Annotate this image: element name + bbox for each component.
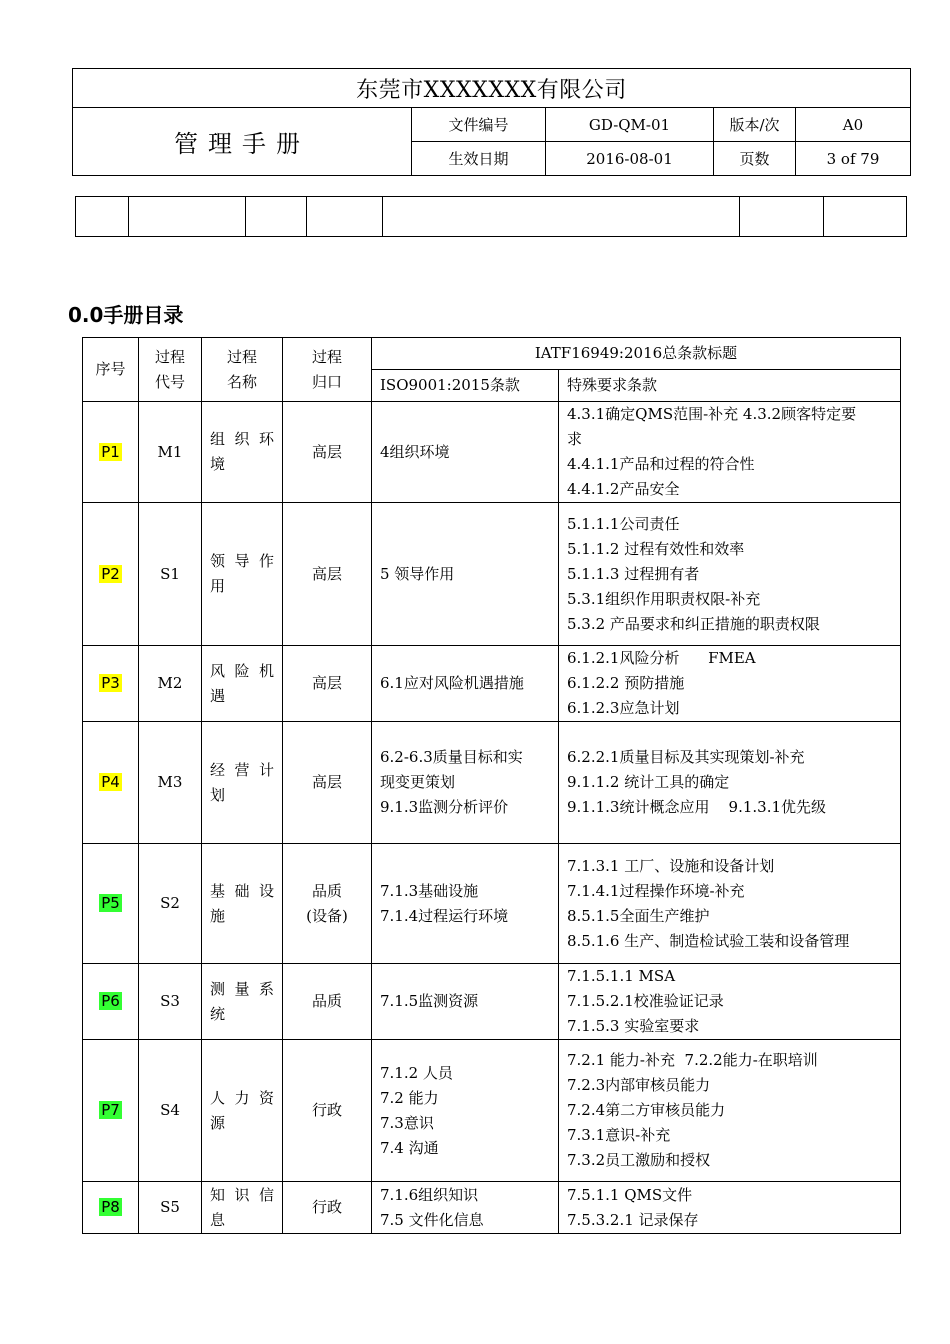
toc-owner xyxy=(283,402,372,503)
proc-name-line: 经 营 计 xyxy=(210,760,274,779)
proc-name-line: 组 织 环 xyxy=(210,430,274,448)
toc-iso-clause xyxy=(372,964,559,1040)
proc-name-line: 遇 xyxy=(210,686,226,705)
iso-line: 7.1.6组织知识 xyxy=(380,1185,479,1204)
revision-strip xyxy=(75,196,907,237)
iso-line: 7.1.4过程运行环境 xyxy=(380,906,509,925)
special-line: 8.5.1.6 生产、制造检试验工装和设备管理 xyxy=(567,931,850,950)
toc-proc-name xyxy=(202,402,283,503)
header-proc-name: 过程 名称 xyxy=(202,338,283,402)
toc-iso-clause xyxy=(372,503,559,646)
owner-line: 高层 xyxy=(311,773,342,791)
special-line: 7.1.5.3 实验室要求 xyxy=(567,1017,700,1035)
special-line: 7.1.5.2.1校准验证记录 xyxy=(567,992,724,1010)
toc-proc-code: M2 xyxy=(139,646,202,722)
toc-seq xyxy=(83,1182,139,1234)
toc-special-clause xyxy=(559,722,901,844)
iso-line: 7.1.3基础设施 xyxy=(380,881,479,900)
special-line: 9.1.1.2 统计工具的确定 xyxy=(567,773,730,791)
toc-row xyxy=(83,402,901,503)
proc-name-line: 施 xyxy=(210,906,226,925)
strip-cell xyxy=(383,197,740,237)
special-line: 5.3.2 产品要求和纠正措施的职责权限 xyxy=(567,614,820,633)
toc-special-clause xyxy=(559,964,901,1040)
proc-name-line: 划 xyxy=(210,785,226,804)
strip-cell xyxy=(129,197,246,237)
iso-line: 现变更策划 xyxy=(380,773,456,791)
owner-line: 高层 xyxy=(311,674,342,692)
toc-proc-code: S4 xyxy=(139,1040,202,1182)
toc-seq xyxy=(83,503,139,646)
toc-special-clause xyxy=(559,1040,901,1182)
toc-owner xyxy=(283,844,372,964)
pages-label: 页数 xyxy=(714,142,796,176)
owner-line: 品质 xyxy=(311,992,342,1010)
toc-owner xyxy=(283,503,372,646)
toc-special-clause xyxy=(559,646,901,722)
toc-proc-name xyxy=(202,1182,283,1234)
toc-iso-clause xyxy=(372,1040,559,1182)
seq-highlight: P2 xyxy=(101,564,120,583)
doc-no-label: 文件编号 xyxy=(412,108,546,142)
doc-no-value: GD-QM-01 xyxy=(546,108,714,142)
toc-proc-code: S3 xyxy=(139,964,202,1040)
iso-line: 7.3意识 xyxy=(380,1113,434,1132)
special-line: 4.4.1.2产品安全 xyxy=(567,480,680,498)
header-iso: ISO9001:2015条款 xyxy=(372,370,559,402)
toc-seq xyxy=(83,1040,139,1182)
special-line: 6.1.2.2 预防措施 xyxy=(567,674,685,692)
special-line: 4.3.1确定QMS范围-补充 4.3.2顾客特定要 xyxy=(567,405,857,423)
special-line: 5.3.1组织作用职责权限-补充 xyxy=(567,589,761,608)
proc-name-line: 领 导 作 xyxy=(210,552,274,570)
seq-highlight: P5 xyxy=(101,894,120,912)
proc-name-line: 风 险 机 xyxy=(210,661,274,680)
toc-owner xyxy=(283,964,372,1040)
iso-line: 7.1.2 人员 xyxy=(380,1063,453,1082)
toc-seq xyxy=(83,844,139,964)
iso-line: 7.4 沟通 xyxy=(380,1138,439,1157)
special-line: 9.1.1.3统计概念应用 9.1.3.1优先级 xyxy=(567,798,827,816)
proc-name-line: 息 xyxy=(210,1210,226,1229)
strip-cell xyxy=(824,197,907,237)
toc-owner xyxy=(283,722,372,844)
header-iatf: IATF16949:2016总条款标题 xyxy=(372,338,901,370)
toc-proc-name xyxy=(202,722,283,844)
special-line: 6.2.2.1质量目标及其实现策划-补充 xyxy=(567,748,805,766)
iso-line: 6.2-6.3质量目标和实 xyxy=(380,748,523,766)
owner-line: 高层 xyxy=(311,564,342,583)
special-line: 5.1.1.2 过程有效性和效率 xyxy=(567,539,745,558)
date-label: 生效日期 xyxy=(412,142,546,176)
strip-cell xyxy=(76,197,129,237)
date-value: 2016-08-01 xyxy=(546,142,714,176)
toc-table xyxy=(82,337,901,1234)
toc-owner xyxy=(283,646,372,722)
owner-line: 行政 xyxy=(311,1101,342,1119)
special-line: 8.5.1.5全面生产维护 xyxy=(567,906,710,925)
iso-line: 4组织环境 xyxy=(380,442,450,461)
toc-special-clause xyxy=(559,1182,901,1234)
version-label: 版本/次 xyxy=(714,108,796,142)
special-line: 7.1.4.1过程操作环境-补充 xyxy=(567,881,745,900)
seq-highlight: P1 xyxy=(101,442,120,461)
toc-proc-code: S1 xyxy=(139,503,202,646)
toc-proc-name xyxy=(202,503,283,646)
special-line: 7.2.3内部审核员能力 xyxy=(567,1076,711,1094)
section-title: 0.0手册目录 xyxy=(68,303,184,327)
owner-line: 高层 xyxy=(311,442,342,461)
toc-special-clause xyxy=(559,402,901,503)
seq-highlight: P8 xyxy=(101,1198,120,1216)
pages-value: 3 of 79 xyxy=(796,142,911,176)
company-name: 东莞市XXXXXXX有限公司 xyxy=(73,69,911,108)
proc-name-line: 人 力 资 xyxy=(210,1088,274,1107)
strip-cell xyxy=(740,197,824,237)
toc-owner xyxy=(283,1040,372,1182)
toc-row xyxy=(83,844,901,964)
proc-name-line: 源 xyxy=(210,1113,226,1132)
header-owner: 过程 归口 xyxy=(283,338,372,402)
special-line: 5.1.1.3 过程拥有者 xyxy=(567,564,700,583)
toc-row xyxy=(83,722,901,844)
toc-seq xyxy=(83,646,139,722)
toc-proc-code: S5 xyxy=(139,1182,202,1234)
strip-cell xyxy=(246,197,307,237)
special-line: 7.1.5.1.1 MSA xyxy=(567,967,676,985)
toc-iso-clause xyxy=(372,1182,559,1234)
special-line: 4.4.1.1产品和过程的符合性 xyxy=(567,455,755,473)
special-line: 7.5.3.2.1 记录保存 xyxy=(567,1210,699,1229)
toc-row xyxy=(83,964,901,1040)
special-line: 7.5.1.1 QMS文件 xyxy=(567,1185,693,1204)
manual-title: 管理手册 xyxy=(73,108,412,176)
special-line: 6.1.2.3应急计划 xyxy=(567,699,680,717)
toc-iso-clause xyxy=(372,722,559,844)
proc-name-line: 统 xyxy=(210,1004,226,1023)
special-line: 7.2.1 能力-补充 7.2.2能力-在职培训 xyxy=(567,1051,818,1069)
toc-row xyxy=(83,1182,901,1234)
toc-proc-name xyxy=(202,964,283,1040)
toc-iso-clause xyxy=(372,402,559,503)
iso-line: 7.5 文件化信息 xyxy=(380,1210,484,1229)
proc-name-line: 用 xyxy=(210,577,226,595)
toc-special-clause xyxy=(559,503,901,646)
toc-proc-name xyxy=(202,844,283,964)
iso-line: 5 领导作用 xyxy=(380,564,455,583)
proc-name-line: 知 识 信 xyxy=(210,1185,274,1204)
iso-line: 7.1.5监测资源 xyxy=(380,992,479,1010)
toc-iso-clause xyxy=(372,646,559,722)
seq-highlight: P6 xyxy=(101,992,120,1010)
special-line: 7.3.2员工激励和授权 xyxy=(567,1151,711,1169)
toc-owner xyxy=(283,1182,372,1234)
toc-row xyxy=(83,503,901,646)
owner-line: 行政 xyxy=(311,1198,342,1216)
toc-proc-code: M1 xyxy=(139,402,202,503)
proc-name-line: 测 量 系 xyxy=(210,979,274,998)
seq-highlight: P7 xyxy=(101,1101,120,1119)
special-line: 7.2.4第二方审核员能力 xyxy=(567,1101,726,1119)
version-value: A0 xyxy=(796,108,911,142)
seq-highlight: P3 xyxy=(101,674,120,692)
iso-line: 9.1.3监测分析评价 xyxy=(380,798,509,816)
toc-row xyxy=(83,1040,901,1182)
header-special: 特殊要求条款 xyxy=(559,370,901,402)
document-header xyxy=(72,68,911,176)
special-line: 5.1.1.1公司责任 xyxy=(567,514,680,533)
toc-proc-code: S2 xyxy=(139,844,202,964)
special-line: 6.1.2.1风险分析 FMEA xyxy=(567,649,756,667)
toc-seq xyxy=(83,964,139,1040)
proc-name-line: 基 础 设 xyxy=(210,881,274,900)
iso-line: 7.2 能力 xyxy=(380,1088,439,1107)
iso-line: 6.1应对风险机遇措施 xyxy=(380,674,524,692)
seq-highlight: P4 xyxy=(101,773,120,791)
special-line: 求 xyxy=(567,430,583,448)
special-line: 7.1.3.1 工厂、设施和设备计划 xyxy=(567,856,775,875)
owner-line: 品质 xyxy=(311,881,342,900)
toc-iso-clause xyxy=(372,844,559,964)
toc-special-clause xyxy=(559,844,901,964)
header-proc-code: 过程 代号 xyxy=(139,338,202,402)
proc-name-line: 境 xyxy=(210,455,226,473)
toc-row xyxy=(83,646,901,722)
owner-line: (设备) xyxy=(306,906,348,925)
toc-proc-name xyxy=(202,1040,283,1182)
toc-seq xyxy=(83,402,139,503)
header-seq: 序号 xyxy=(83,338,139,402)
strip-cell xyxy=(307,197,383,237)
toc-proc-code: M3 xyxy=(139,722,202,844)
special-line: 7.3.1意识-补充 xyxy=(567,1126,671,1144)
toc-proc-name xyxy=(202,646,283,722)
toc-seq xyxy=(83,722,139,844)
